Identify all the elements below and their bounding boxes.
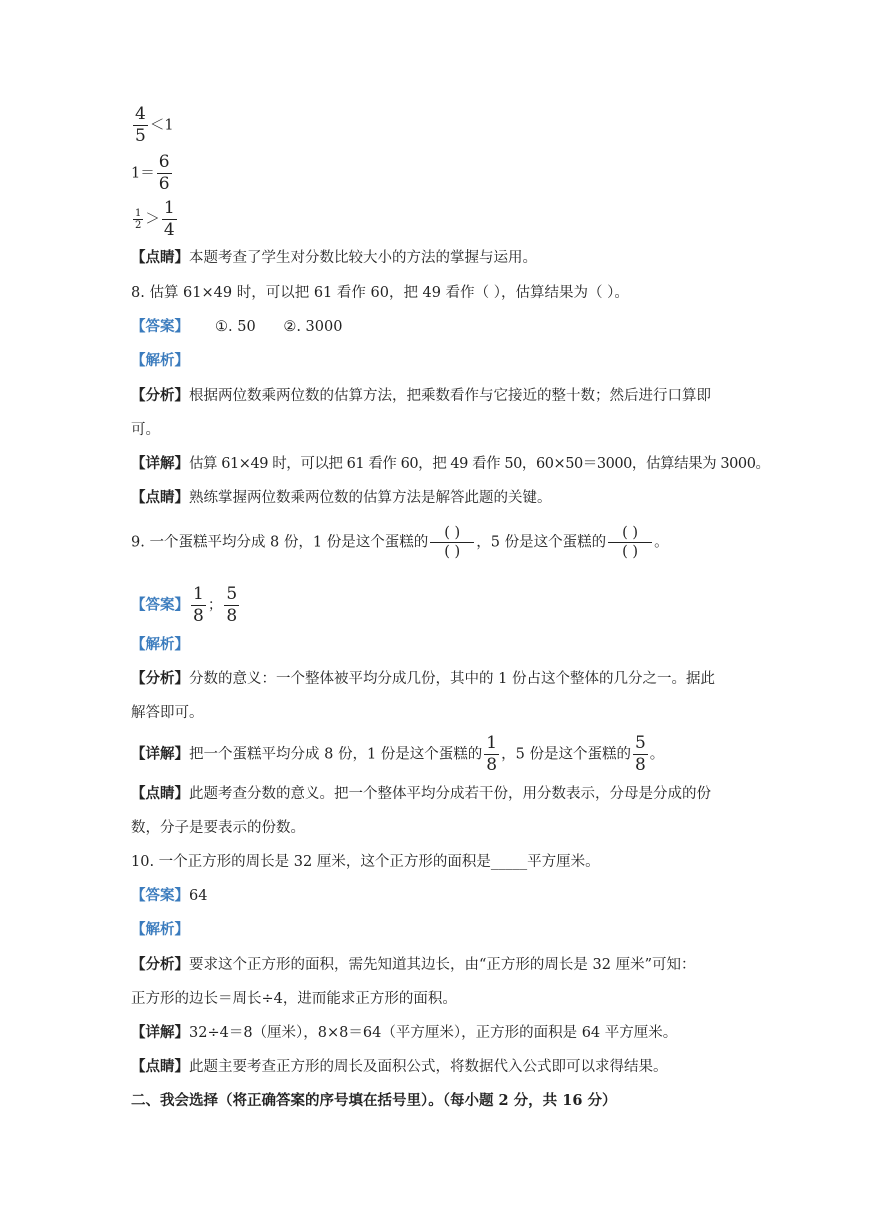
fraction: $\frac{1}{8}$	[193, 584, 204, 626]
q7-row-2: 1＝ $\frac{6}{6}$	[131, 152, 170, 194]
q9-dianjing: 【点睛】此题考查分数的意义。把一个整体平均分成若干份，用分数表示，分母是分成的份	[131, 785, 711, 802]
fraction: $\frac{1}{4}$	[163, 198, 175, 240]
q9-stem: 9. 一个蛋糕平均分成 8 份，1 份是这个蛋糕的 $\frac{( )}{( )}$ ，5 份是这个蛋糕的 $\frac{( )}{( )}$ 。	[131, 525, 669, 560]
fraction: $\frac{1}{8}$	[486, 733, 498, 775]
fraction: $\frac{4}{5}$	[135, 104, 146, 146]
q7-dianjing: 【点睛】本题考查了学生对分数比较大小的方法的掌握与运用。	[131, 249, 537, 266]
q9-dianjing-cont: 数，分子是要表示的份数。	[131, 820, 305, 836]
fraction: $\frac{6}{6}$	[158, 152, 170, 194]
q10-fenxi: 【分析】要求这个正方形的面积，需先知道其边长，由“正方形的周长是 32 厘米”可知：	[131, 956, 696, 973]
q7-row-3: $\frac{1}{2}$ ＞ $\frac{1}{4}$	[135, 198, 175, 240]
q10-stem: 10. 一个正方形的周长是 32 厘米，这个正方形的面积是_____平方厘米。	[131, 854, 600, 870]
q10-jiexi: 【解析】	[131, 921, 189, 938]
q8-answer: 【答案】 ①. 50 ②. 3000	[131, 318, 343, 335]
fraction: $\frac{5}{8}$	[226, 584, 238, 626]
fraction: $\frac{1}{2}$	[135, 208, 142, 231]
q7-row-1: $\frac{4}{5}$ ＜1	[135, 104, 174, 146]
blank-fraction[interactable]: $\frac{( )}{( )}$	[608, 524, 652, 561]
q10-fenxi-cont: 正方形的边长＝周长÷4，进而能求正方形的面积。	[131, 991, 457, 1007]
q8-fenxi: 【分析】根据两位数乘两位数的估算方法，把乘数看作与它接近的整十数；然后进行口算即	[131, 387, 711, 404]
blank-fraction[interactable]: $\frac{( )}{( )}$	[430, 524, 474, 561]
q8-xiangjie: 【详解】估算 61×49 时，可以把 61 看作 60，把 49 看作 50，60×50＝3000，估算结果为 3000。	[131, 455, 770, 472]
section-heading: 二、我会选择（将正确答案的序号填在括号里）。（每小题 2 分，共 16 分）	[131, 1092, 617, 1109]
q8-jiexi: 【解析】	[131, 352, 189, 369]
q9-fenxi: 【分析】分数的意义：一个整体被平均分成几份，其中的 1 份占这个整体的几分之一。据此	[131, 670, 715, 687]
q10-xiangjie: 【详解】32÷4＝8（厘米），8×8＝64（平方厘米），正方形的面积是 64 平方厘米。	[131, 1024, 678, 1041]
q9-fenxi-cont: 解答即可。	[131, 705, 204, 721]
q9-jiexi: 【解析】	[131, 636, 189, 653]
q10-dianjing: 【点睛】此题主要考查正方形的周长及面积公式，将数据代入公式即可以求得结果。	[131, 1058, 668, 1075]
q9-answer: 【答案】 $\frac{1}{8}$ ； $\frac{5}{8}$	[131, 584, 238, 626]
q8-stem: 8. 估算 61×49 时，可以把 61 看作 60，把 49 看作（ ），估算结果为（ ）。	[131, 285, 629, 301]
q8-fenxi-cont: 可。	[131, 422, 160, 438]
q8-dianjing: 【点睛】熟练掌握两位数乘两位数的估算方法是解答此题的关键。	[131, 489, 552, 506]
q10-answer: 【答案】64	[131, 887, 208, 904]
q9-xiangjie: 【详解】把一个蛋糕平均分成 8 份，1 份是这个蛋糕的 $\frac{1}{8}$ ，5 份是这个蛋糕的 $\frac{5}{8}$ 。	[131, 733, 665, 775]
fraction: $\frac{5}{8}$	[634, 733, 646, 775]
